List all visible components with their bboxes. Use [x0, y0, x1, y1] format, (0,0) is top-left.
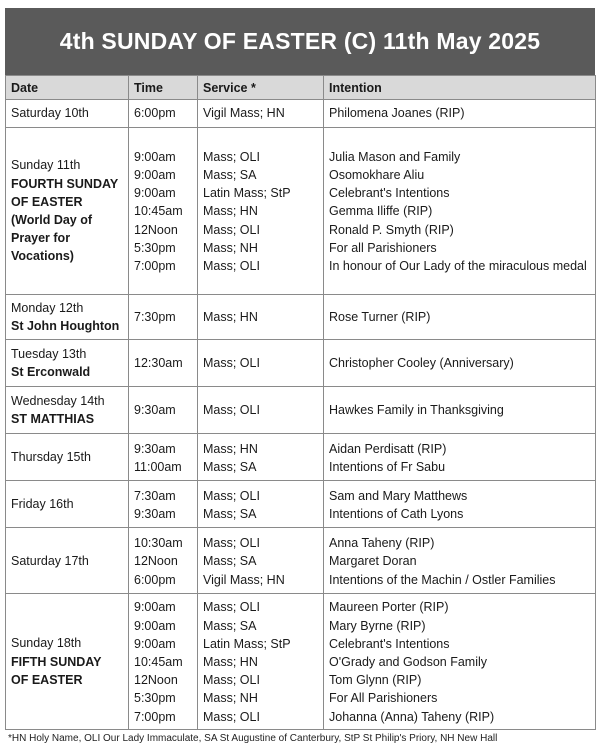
cell-line: Hawkes Family in Thanksgiving	[329, 403, 504, 418]
cell-line: Mass; OLI	[203, 149, 260, 164]
header-row	[6, 76, 596, 100]
cell-line: Sunday 11th	[11, 158, 81, 173]
cell-line: Monday 12th	[11, 301, 84, 315]
cell-line: Gemma Iliffe (RIP)	[329, 204, 433, 219]
cell-line: 7:30pm	[134, 310, 176, 325]
intention-cell	[324, 594, 596, 729]
cell-line: Mass; OLI	[203, 709, 260, 724]
cell-line: Rose Turner (RIP)	[329, 310, 431, 325]
cell-line: 7:00pm	[134, 259, 176, 273]
cell-line: (World Day of	[11, 213, 93, 227]
cell-line: Intentions of Fr Sabu	[329, 459, 446, 474]
cell-line: FIFTH SUNDAY	[11, 654, 102, 669]
time-cell	[129, 387, 198, 434]
cell-line: 12Noon	[134, 222, 178, 237]
cell-line: 10:45am	[134, 655, 183, 670]
cell-line: OF EASTER	[11, 194, 83, 209]
date-cell	[6, 594, 129, 729]
cell-line: Tom Glynn (RIP)	[329, 673, 422, 688]
cell-line: Vigil Mass; HN	[203, 572, 285, 587]
cell-line: 5:30pm	[134, 240, 176, 255]
cell-line: St Erconwald	[11, 365, 91, 380]
date-cell	[6, 434, 129, 481]
schedule-body	[6, 100, 596, 730]
date-cell	[6, 387, 129, 434]
cell-line: In honour of Our Lady of the miraculous medal	[329, 259, 587, 273]
cell-line: ST MATTHIAS	[11, 412, 95, 427]
cell-line: Celebrant's Intentions	[329, 636, 450, 651]
cell-line: Julia Mason and Family	[329, 149, 461, 164]
cell-line: Mass; HN	[203, 655, 258, 670]
cell-line: 9:00am	[134, 618, 176, 633]
date-cell	[6, 128, 129, 295]
cell-line: Latin Mass; StP	[203, 636, 291, 651]
cell-line: 12Noon	[134, 673, 178, 688]
cell-line: Sam and Mary Matthews	[329, 488, 468, 503]
cell-line: Mass; SA	[203, 554, 257, 569]
table-row	[6, 528, 596, 594]
service-cell	[198, 481, 324, 528]
cell-line: Mass; HN	[203, 441, 258, 456]
table-row	[6, 594, 596, 729]
cell-line: 7:00pm	[134, 709, 176, 724]
cell-line: Intentions of Cath Lyons	[329, 506, 464, 521]
time-cell	[129, 295, 198, 340]
cell-line: Wednesday 14th	[11, 394, 105, 409]
cell-line: Anna Taheny (RIP)	[329, 536, 435, 551]
cell-line: Mass; OLI	[203, 222, 260, 237]
cell-line: 10:30am	[134, 536, 183, 551]
time-cell	[129, 434, 198, 481]
cell-line: FOURTH SUNDAY	[11, 176, 119, 191]
cell-line: Philomena Joanes (RIP)	[329, 106, 465, 121]
cell-line: Mass; SA	[203, 506, 257, 521]
footnote: *HN Holy Name, OLI Our Lady Immaculate, SA St Augustine of Canterbury, StP St Philip's Priory, NH New Hall	[8, 733, 498, 744]
cell-line: Mass; OLI	[203, 600, 260, 615]
date-cell	[6, 481, 129, 528]
service-cell	[198, 528, 324, 594]
time-cell	[129, 481, 198, 528]
cell-line: Mass; OLI	[203, 403, 260, 418]
table-row	[6, 434, 596, 481]
table-row	[6, 387, 596, 434]
cell-line: St John Houghton	[11, 319, 120, 334]
intention-cell	[324, 340, 596, 387]
cell-line: 9:30am	[134, 506, 176, 521]
cell-line: Mass; NH	[203, 240, 258, 255]
cell-line: 12Noon	[134, 554, 178, 569]
cell-line: 11:00am	[134, 459, 182, 474]
table-row	[6, 100, 596, 128]
cell-line: Latin Mass; StP	[203, 186, 291, 201]
intention-cell	[324, 528, 596, 594]
service-cell	[198, 387, 324, 434]
cell-line: 9:00am	[134, 636, 176, 651]
cell-line: 10:45am	[134, 204, 183, 219]
time-cell	[129, 100, 198, 128]
cell-line: Friday 16th	[11, 497, 74, 512]
cell-line: 12:30am	[134, 356, 183, 371]
cell-line: 9:00am	[134, 167, 176, 182]
cell-line: Celebrant's Intentions	[329, 186, 450, 201]
cell-line: Mass; OLI	[203, 356, 260, 371]
cell-line: Mass; OLI	[203, 536, 260, 551]
cell-line: Vocations)	[11, 249, 74, 264]
time-cell	[129, 128, 198, 295]
intention-cell	[324, 481, 596, 528]
intention-cell	[324, 128, 596, 295]
cell-line: Mass; OLI	[203, 488, 260, 503]
cell-line: Prayer for	[11, 231, 71, 246]
header-time: Time	[129, 76, 198, 100]
cell-line: Mass; HN	[203, 310, 258, 325]
service-cell	[198, 128, 324, 295]
service-cell	[198, 340, 324, 387]
service-cell	[198, 594, 324, 729]
cell-line: Aidan Perdisatt (RIP)	[329, 441, 447, 456]
service-cell	[198, 295, 324, 340]
page-title: 4th SUNDAY OF EASTER (C) 11th May 2025	[5, 8, 595, 75]
cell-line: Vigil Mass; HN	[203, 106, 285, 121]
cell-line: 6:00pm	[134, 572, 176, 587]
mass-schedule	[5, 8, 595, 730]
cell-line: 9:00am	[134, 186, 176, 201]
cell-line: Mass; HN	[203, 204, 258, 219]
time-cell	[129, 340, 198, 387]
cell-line: Christopher Cooley (Anniversary)	[329, 356, 514, 371]
table-row	[6, 481, 596, 528]
header-date: Date	[6, 76, 129, 100]
cell-line: Ronald P. Smyth (RIP)	[329, 222, 454, 237]
cell-line: 9:00am	[134, 149, 176, 164]
cell-line: O'Grady and Godson Family	[329, 655, 488, 670]
cell-line: OF EASTER	[11, 672, 83, 687]
cell-line: 5:30pm	[134, 691, 176, 706]
cell-line: Tuesday 13th	[11, 347, 87, 362]
date-cell	[6, 100, 129, 128]
time-cell	[129, 528, 198, 594]
cell-line: Mass; SA	[203, 167, 257, 182]
service-cell	[198, 100, 324, 128]
cell-line: Mass; OLI	[203, 259, 260, 273]
date-cell	[6, 295, 129, 340]
cell-line: Saturday 17th	[11, 553, 89, 568]
cell-line: Saturday 10th	[11, 106, 89, 121]
time-cell	[129, 594, 198, 729]
cell-line: Osomokhare Aliu	[329, 167, 425, 182]
cell-line: 7:30am	[134, 488, 176, 503]
cell-line: Margaret Doran	[329, 554, 417, 569]
cell-line: Mass; OLI	[203, 673, 260, 688]
header-service: Service *	[198, 76, 324, 100]
cell-line: Mass; SA	[203, 459, 257, 474]
intention-cell	[324, 434, 596, 481]
intention-cell	[324, 100, 596, 128]
cell-line: 6:00pm	[134, 106, 176, 121]
cell-line: For all Parishioners	[329, 240, 437, 255]
cell-line: Intentions of the Machin / Ostler Families	[329, 572, 556, 587]
service-cell	[198, 434, 324, 481]
cell-line: Johanna (Anna) Taheny (RIP)	[329, 709, 495, 724]
cell-line: 9:30am	[134, 403, 176, 418]
cell-line: Mass; NH	[203, 691, 258, 706]
cell-line: Mary Byrne (RIP)	[329, 618, 426, 633]
cell-line: 9:00am	[134, 600, 176, 615]
cell-line: Sunday 18th	[11, 636, 82, 651]
table-row	[6, 128, 596, 295]
cell-line: For All Parishioners	[329, 691, 438, 706]
date-cell	[6, 528, 129, 594]
cell-line: Thursday 15th	[11, 450, 91, 465]
date-cell	[6, 340, 129, 387]
intention-cell	[324, 295, 596, 340]
table-row	[6, 295, 596, 340]
header-intention: Intention	[324, 76, 596, 100]
cell-line: 9:30am	[134, 441, 176, 456]
cell-line: Mass; SA	[203, 618, 257, 633]
cell-line: Maureen Porter (RIP)	[329, 600, 449, 615]
table-row	[6, 340, 596, 387]
intention-cell	[324, 387, 596, 434]
schedule-table	[5, 75, 596, 730]
